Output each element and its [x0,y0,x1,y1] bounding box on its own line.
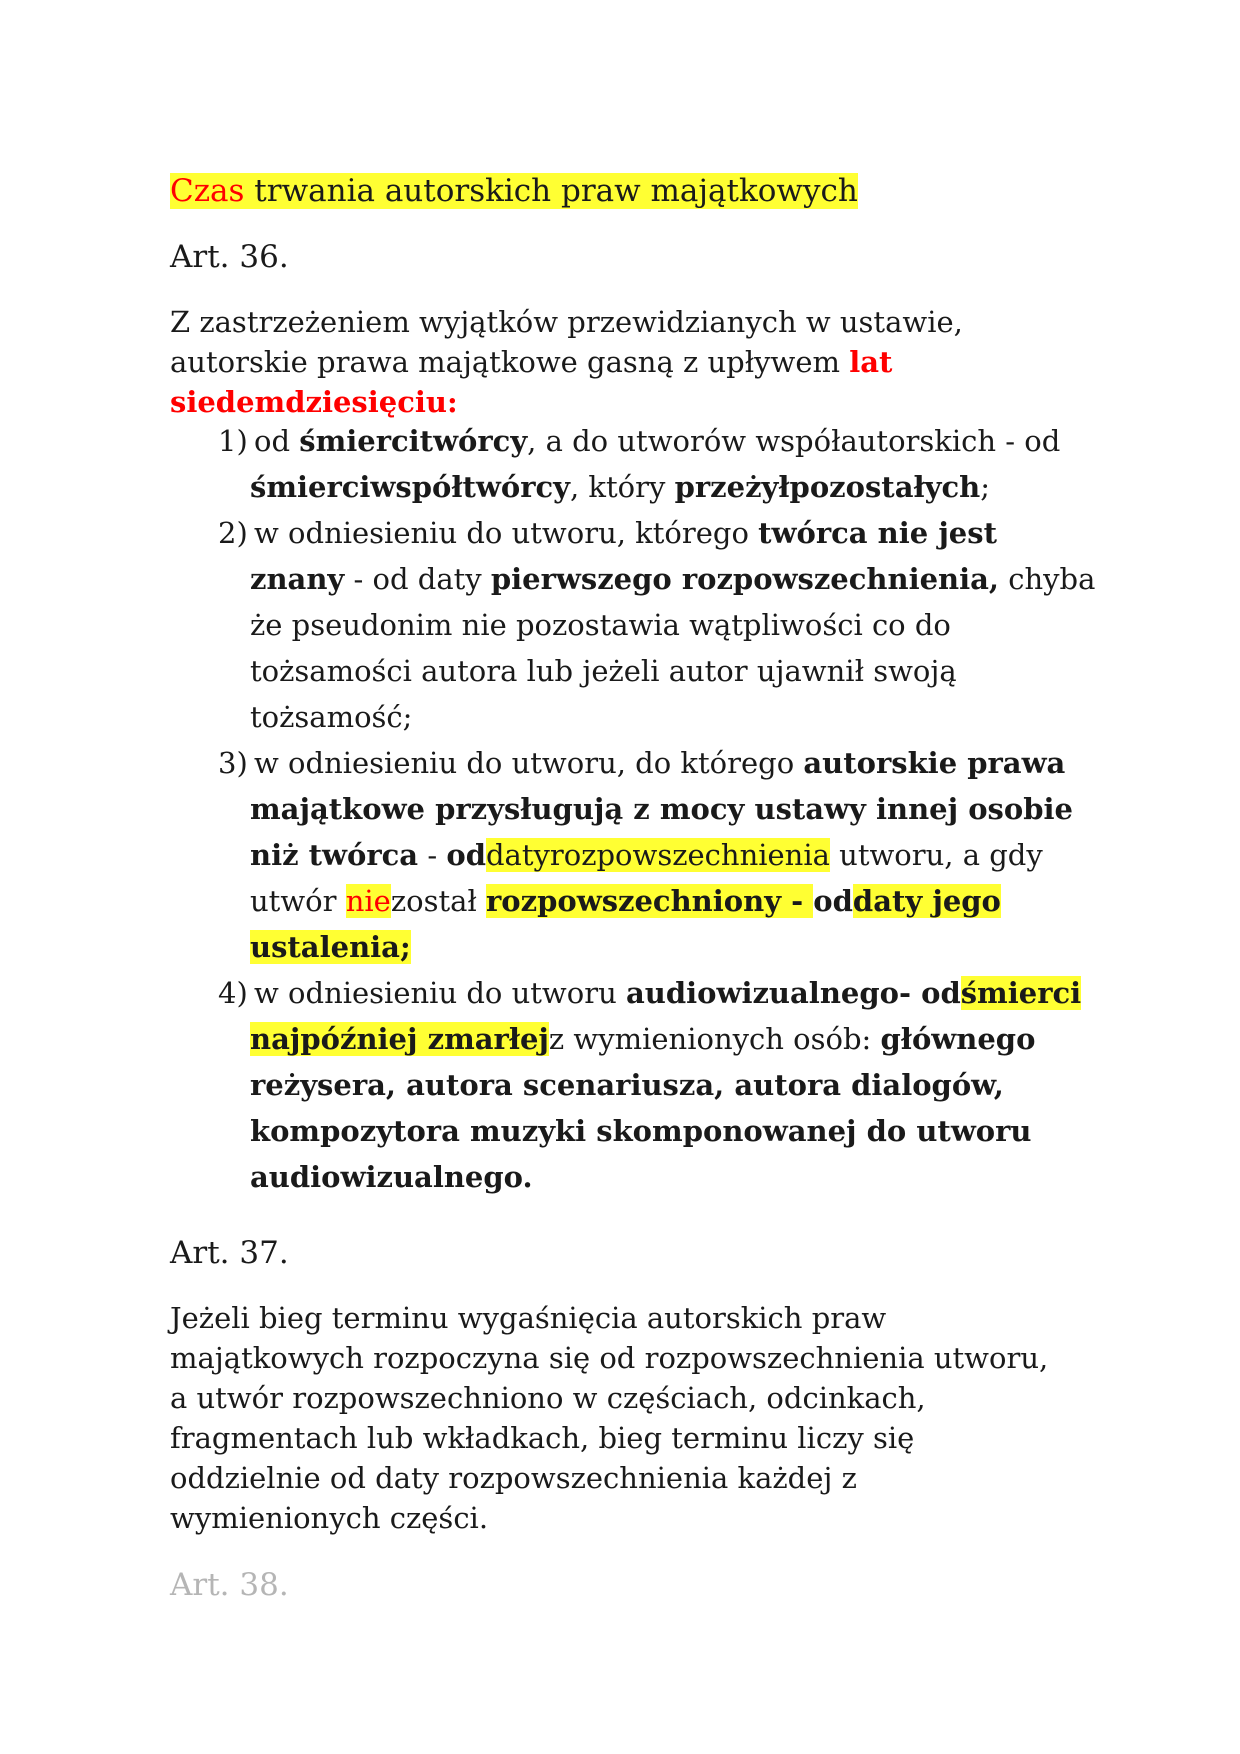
intro-line-1: Z zastrzeżeniem wyjątków przewidzianych w ustawie, [170,305,963,339]
art37-line: fragmentach lub wkładkach, bieg terminu liczy się [170,1421,915,1455]
list-item-text [250,740,1073,970]
item2-bold-b: znany [250,562,345,596]
item4-line-3: reżysera, autora scenariusza, autora dialogów, [250,1068,1004,1102]
item4-text-b: z wymienionych osób: [548,1022,881,1056]
intro-lat: lat [849,345,893,379]
item3-highlight-d: ustalenia; [250,930,411,964]
item3-text-a: w odniesieniu do utworu, do którego [254,746,804,780]
list-item-text [250,510,1096,740]
item3-highlight-b: rozpowszechniony - [486,884,814,918]
art37-line: a utwór rozpowszechniono w częściach, odcinkach, [170,1381,926,1415]
heading-rest: trwania autorskich praw majątkowych [244,173,858,209]
item2-text-a: w odniesieniu do utworu, którego [254,516,759,550]
item4-bold-b: głównego [880,1022,1036,1056]
item1-text-c: , który [570,470,675,504]
item2-bold-c: pierwszego rozpowszechnienia, [490,562,1000,596]
item3-bold-a: autorskie prawa [803,746,1066,780]
item3-nie: nie [345,884,391,918]
list-item-text [250,418,1061,510]
article-36-label: Art. 36. [170,239,289,275]
article-37-text [170,1298,1100,1538]
item4-line-4: kompozytora muzyki skomponowanej do utworu [250,1114,1032,1148]
list-item-number: 2) [218,516,248,550]
item2-text-c: chyba [999,562,1096,596]
list-item-number: 4) [218,976,248,1010]
item3-bold-b: niż twórca [250,838,419,872]
item3-bold-c: od [446,838,486,872]
item3-text-c: utworu, a gdy [829,838,1043,872]
intro-line-2 [170,342,1100,382]
item1-line-2 [250,464,1060,510]
art37-line: oddzielnie od daty rozpowszechnienia każdej z [170,1461,857,1495]
list-item-number: 1) [218,424,248,458]
item3-text-d: utwór [250,884,346,918]
item1-line-1 [254,418,1060,464]
item3-text-b: - [418,838,447,872]
art37-line: majątkowych rozpoczyna się od rozpowszechnienia utworu, [170,1341,1049,1375]
item2-bold-a: twórca nie jest [758,516,997,550]
article-37-label: Art. 37. [170,1235,289,1271]
item4-line-1 [254,970,1081,1016]
item2-line-1 [254,510,1095,556]
item2-line-2 [250,556,1095,602]
item3-highlight-a: datyrozpowszechnienia [485,838,830,872]
article-36-intro [170,302,1100,422]
item1-bold-b: śmierciwspółtwórcy [250,470,570,504]
section-heading [170,170,858,212]
item3-line-2: majątkowe przysługują z mocy ustawy innej osobie [250,792,1073,826]
item4-line-2 [250,1016,1081,1062]
item4-highlight-b: najpóźniej zmarłej [250,1022,549,1056]
item1-text-d: ; [980,470,991,504]
item2-line-4: tożsamości autora lub jeżeli autor ujawnił swoją [250,654,957,688]
list-item-number: 3) [218,746,248,780]
item3-line-1 [254,740,1073,786]
item2-text-b: - od daty [344,562,491,596]
item3-highlight-c: daty jego [852,884,1001,918]
list-item-text [250,970,1082,1200]
item2-line-5: tożsamość; [250,700,413,734]
item3-bold-d: od [813,884,853,918]
intro-line-3: siedemdziesięciu: [170,385,458,419]
item1-bold-a: śmiercitwórcy [299,424,528,458]
item3-text-e: został [390,884,487,918]
art37-line: wymienionych części. [170,1501,489,1535]
item3-line-3 [250,832,1073,878]
art37-line: Jeżeli bieg terminu wygaśnięcia autorskich praw [170,1301,887,1335]
heading-czas: Czas [170,173,245,209]
item4-line-5: audiowizualnego. [250,1160,533,1194]
item4-bold-a: audiowizualnego- od [625,976,961,1010]
item4-text-a: w odniesieniu do utworu [254,976,626,1010]
heading-highlight [170,173,858,209]
item4-highlight-a: śmierci [960,976,1082,1010]
item1-text-b: , a do utworów współautorskich - od [527,424,1061,458]
item3-line-5 [250,924,1073,970]
article-38-label: Art. 38. [170,1567,289,1603]
item1-text-a: od [254,424,300,458]
item2-line-3: że pseudonim nie pozostawia wątpliwości co do [250,608,951,642]
item3-line-4 [250,878,1073,924]
item1-bold-c: przeżyłpozostałych [674,470,981,504]
intro-line-2-text: autorskie prawa majątkowe gasną z upływem [170,345,850,379]
